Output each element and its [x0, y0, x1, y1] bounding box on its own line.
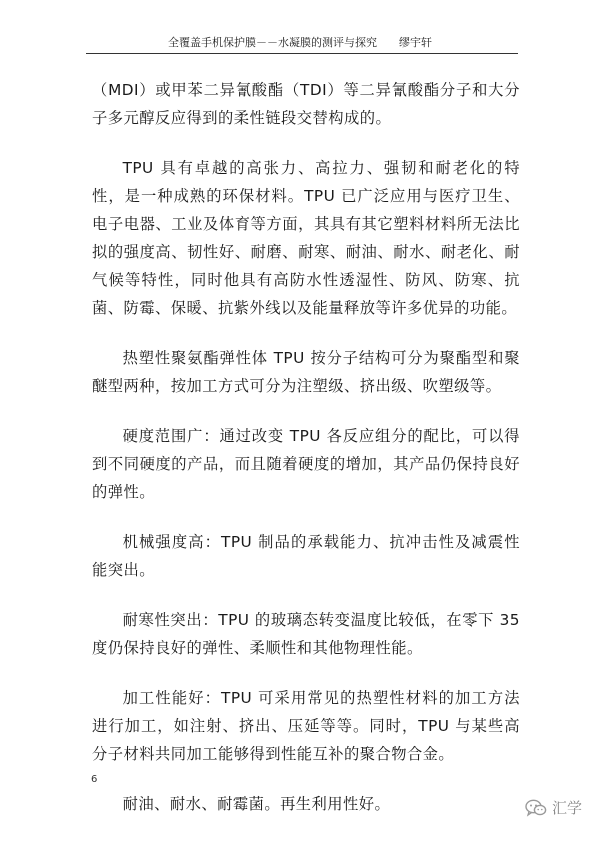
- document-title: 全覆盖手机保护膜－－水凝膜的测评与探究: [168, 36, 377, 49]
- page-number: 6: [91, 774, 98, 785]
- paragraph: 加工性能好：TPU 可采用常见的热塑性材料的加工方法进行加工，如注射、挤出、压延等等。同时，TPU 与某些高分子材料共同加工能够得到性能互补的聚合物合金。: [92, 689, 520, 763]
- wechat-icon: [525, 799, 547, 817]
- watermark: [525, 797, 582, 818]
- watermark-text: 汇学: [551, 799, 582, 817]
- body-text: [92, 76, 520, 840]
- paragraph: 硬度范围广：通过改变 TPU 各反应组分的配比，可以得到不同硬度的产品，而且随着硬度的增加，其产品仍保持良好的弹性。: [92, 427, 520, 501]
- paragraph: （MDI）或甲苯二异氰酸酯（TDI）等二异氰酸酯分子和大分子多元醇反应得到的柔性链段交替构成的。: [92, 81, 520, 127]
- author-name: 缪宇轩: [399, 36, 432, 49]
- paragraph: 机械强度高：TPU 制品的承载能力、抗冲击性及减震性能突出。: [92, 533, 520, 579]
- paragraph: 热塑性聚氨酯弹性体 TPU 按分子结构可分为聚酯型和聚醚型两种，按加工方式可分为注塑级、挤出级、吹塑级等。: [92, 349, 520, 395]
- paragraph: 耐油、耐水、耐霉菌。再生利用性好。: [122, 795, 391, 813]
- paragraph: 耐寒性突出：TPU 的玻璃态转变温度比较低，在零下 35 度仍保持良好的弹性、柔顺性和其他物理性能。: [92, 611, 520, 657]
- paragraph: TPU 具有卓越的高张力、高拉力、强韧和耐老化的特性，是一种成熟的环保材料。TPU 已广泛应用与医疗卫生、电子电器、工业及体育等方面，其具有其它塑料材料所无法比拟的强度高、韧性好、耐磨、耐寒、耐油、耐水、耐老化、耐气候等特性，同时他具有高防水性透湿性、防风、防寒、抗菌、防霉、保暖、抗紫外线以及能量释放等许多优异的功能。: [92, 159, 520, 317]
- header-rule: [86, 53, 518, 54]
- page-header: [0, 34, 600, 50]
